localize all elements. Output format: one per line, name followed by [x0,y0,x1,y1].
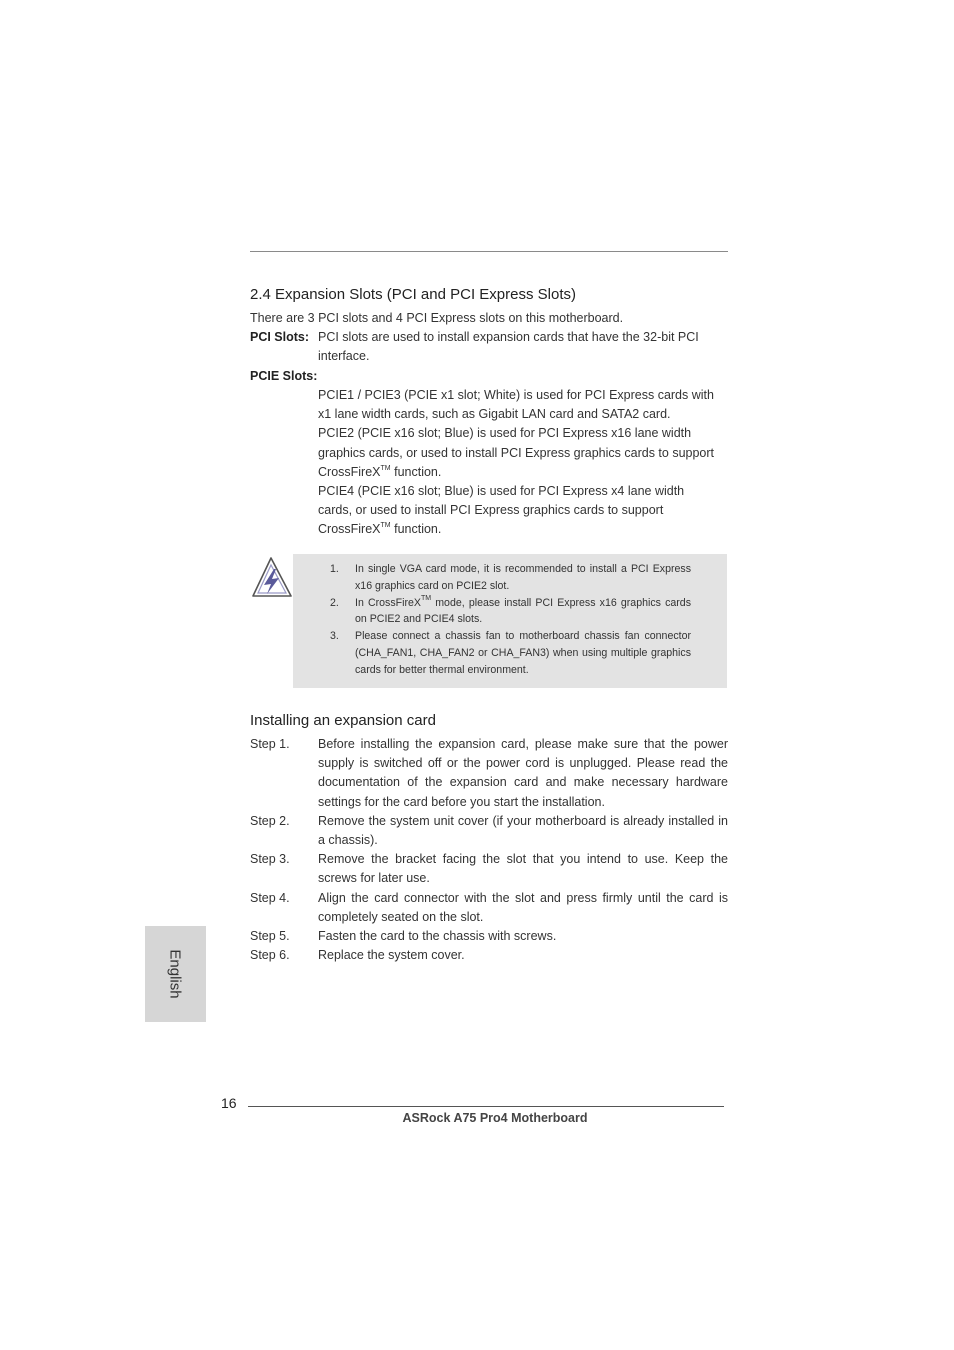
pci-text-line1: PCI slots are used to install expansion cards that have the 32-bit PCI [318,330,699,344]
note-item: 1. In single VGA card mode, it is recommended to install a PCI Express x16 graphics card on PCIE2 slot. [330,563,691,592]
header-rule [250,251,728,252]
intro-text: There are 3 PCI slots and 4 PCI Express slots on this motherboard. [250,311,624,325]
step-item: Step 2. Remove the system unit cover (if your motherboard is already installed in a chassis). [250,813,728,848]
pcie1-line1: PCIE1 / PCIE3 (PCIE x1 slot; White) is used for PCI Express cards with [318,388,714,402]
pcie4-line3: CrossFireX™ function. [318,522,442,537]
pci-slots-label: PCI Slots: [250,330,310,344]
page-number: 16 [221,1095,237,1111]
step-item: Step 5. Fasten the card to the chassis with screws. [250,929,557,944]
trademark: TM [380,522,391,530]
pcie1-line2: x1 lane width cards, such as Gigabit LAN card and SATA2 card. [318,407,671,422]
footer-title: ASRock A75 Pro4 Motherboard [402,1111,588,1125]
language-tab [145,926,206,1022]
pci-slots-description [318,328,728,366]
section-title: 2.4 Expansion Slots (PCI and PCI Express Slots) [250,286,576,303]
pci-text-line2: interface. [318,349,370,364]
pcie-slots-description [318,386,728,540]
pcie2-line2: graphics cards, or used to install PCI Express graphics cards to support [318,445,715,460]
step-item: Step 6. Replace the system cover. [250,948,465,963]
trademark: TM [420,594,432,602]
step-item: Step 1. Before installing the expansion card, please make sure that the power supply is switched off or the power cord is unplugged. Please read the documentation of the expansion card and make necessary hardware settings for the card before you start the installation. [250,737,728,809]
step-item: Step 3. Remove the bracket facing the slot that you intend to use. Keep the screws for later use. [250,852,728,886]
note-list [330,561,691,679]
note-item: 2. In CrossFireX™ mode, please install PCI Express x16 graphics cards on PCIE2 and PCIE4 slots. [330,594,691,626]
pcie-slots-label: PCIE Slots: [250,369,318,383]
pcie2-line3: CrossFireX™ function. [318,464,442,479]
pcie2-line1: PCIE2 (PCIE x16 slot; Blue) is used for PCI Express x16 lane width [318,426,692,441]
pcie4-line1: PCIE4 (PCIE x16 slot; Blue) is used for PCI Express x4 lane width [318,484,685,499]
language-label: English [166,949,184,999]
step-item: Step 4. Align the card connector with the slot and press firmly until the card is completely seated on the slot. [250,890,728,924]
note-item: 3. Please connect a chassis fan to motherboard chassis fan connector (CHA_FAN1, CHA_FAN2 or CHA_FAN3) when using multiple graphics cards for better thermal environment. [330,630,691,676]
install-title: Installing an expansion card [250,712,436,729]
pcie4-line2: cards, or used to install PCI Express graphics cards to support [318,503,664,518]
warning-icon [250,554,294,600]
trademark: TM [380,464,391,472]
install-steps [250,735,728,965]
footer-rule [248,1106,724,1107]
